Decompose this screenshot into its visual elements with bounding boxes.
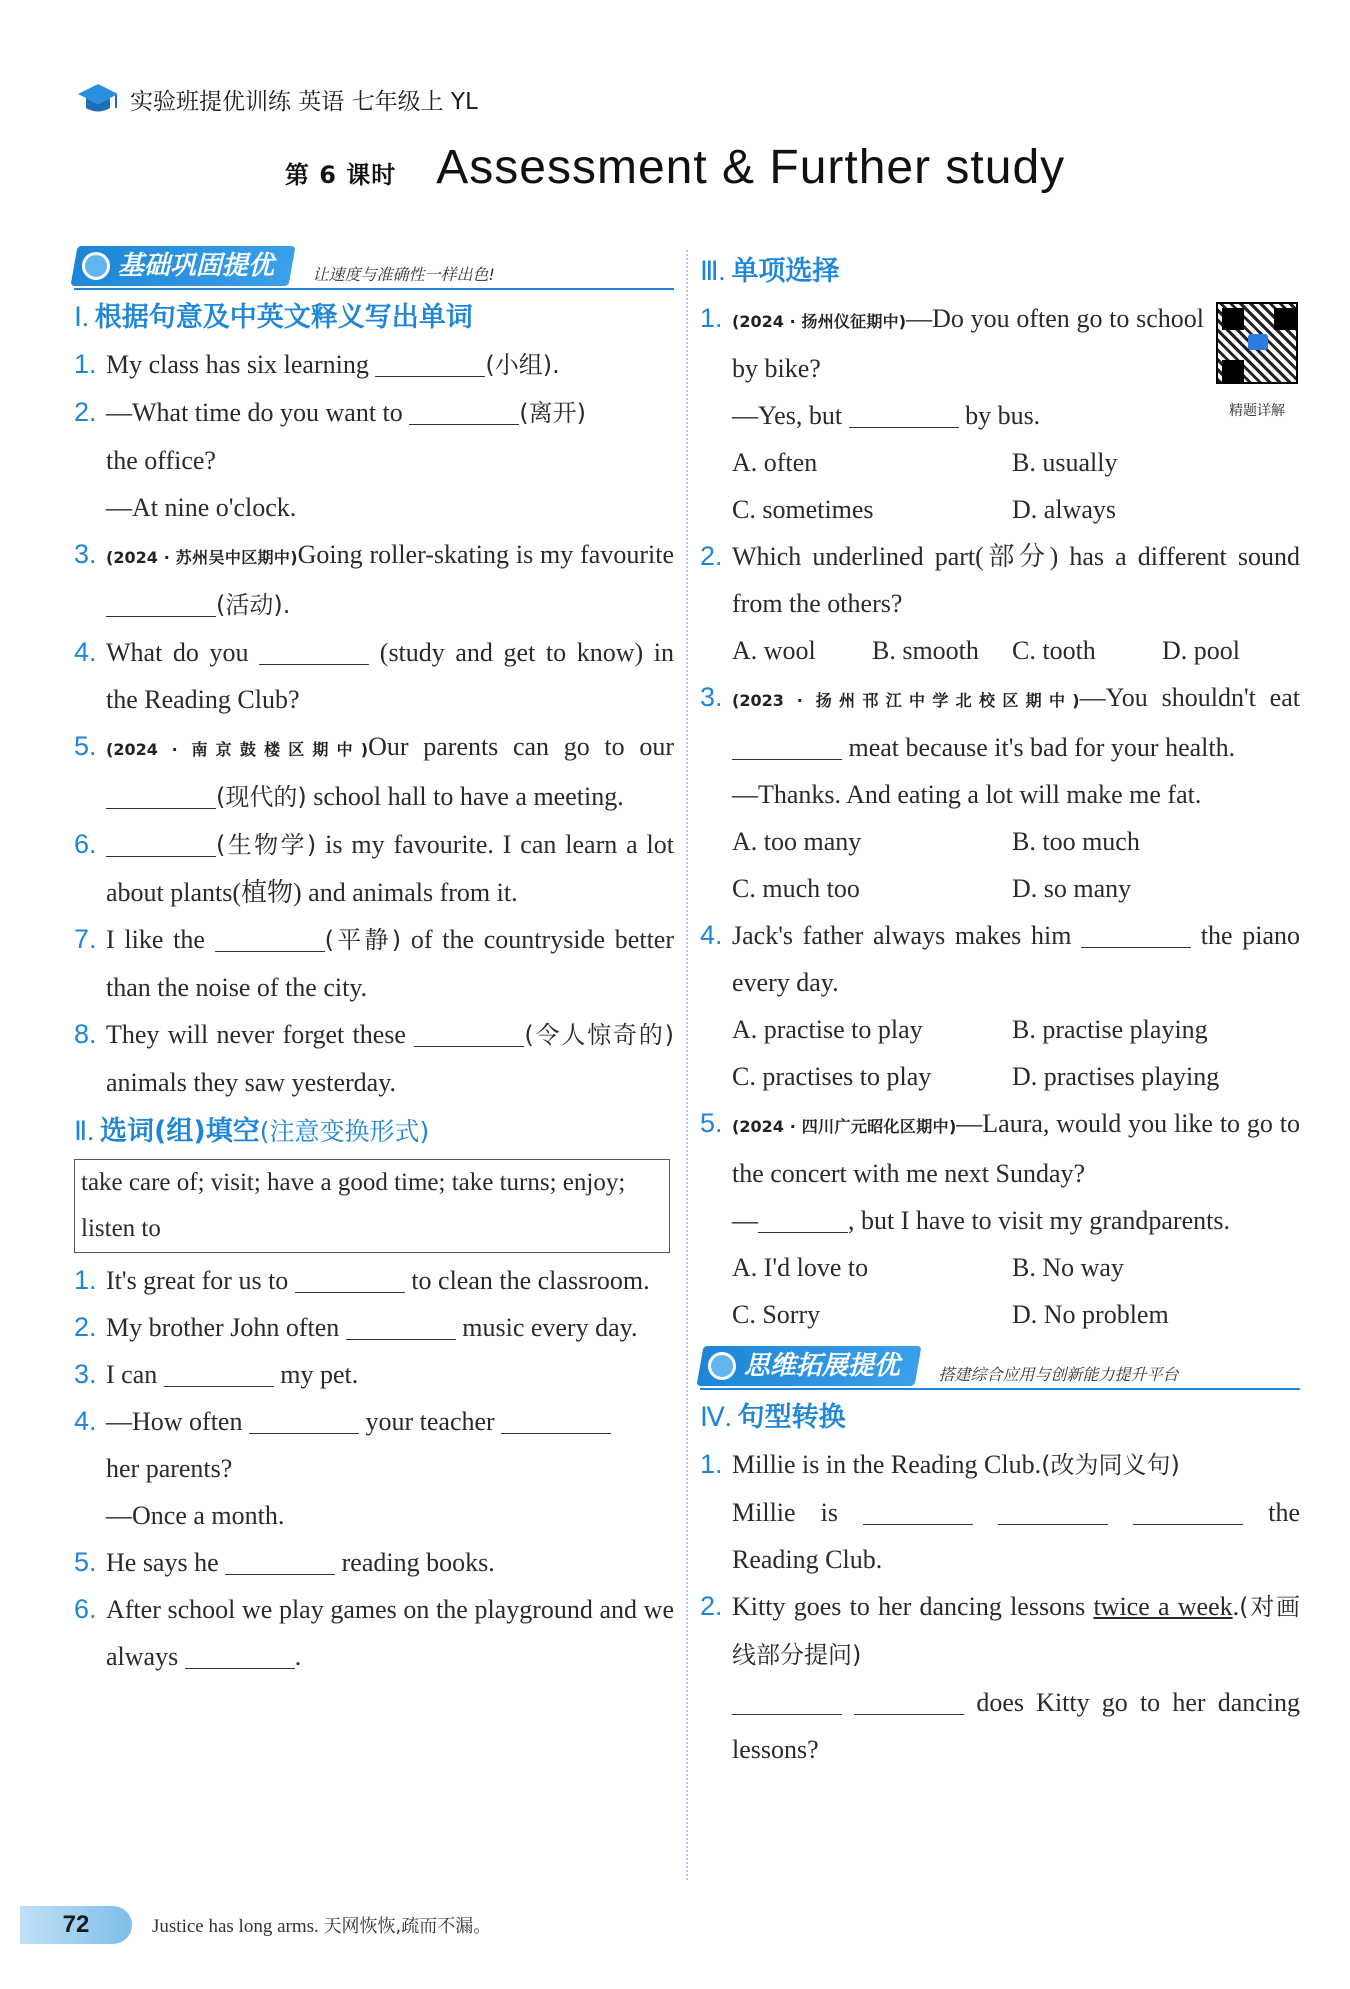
graduation-cap-icon xyxy=(76,82,120,116)
option[interactable]: D. so many xyxy=(1012,874,1132,903)
book-title: 实验班提优训练 英语 七年级上 YL xyxy=(130,88,478,115)
option[interactable]: C. tooth xyxy=(1012,636,1096,665)
answer-blank[interactable] xyxy=(215,925,325,952)
s2-q4: 4. —How often your teacher her parents? —Once a month. xyxy=(74,1398,674,1539)
answer-blank[interactable] xyxy=(414,1020,524,1047)
option[interactable]: A. practise to play xyxy=(732,1015,923,1044)
s3-q1-options xyxy=(700,439,1300,533)
option[interactable]: A. often xyxy=(732,448,818,477)
s2-q5: 5. He says he reading books. xyxy=(74,1547,495,1577)
s2-q1: 1. It's great for us to to clean the classroom. xyxy=(74,1265,650,1295)
answer-blank[interactable] xyxy=(863,1498,973,1525)
answer-blank[interactable] xyxy=(106,782,216,809)
option[interactable]: A. wool xyxy=(732,636,816,665)
basic-banner-slogan: 让速度与准确性一样出色! xyxy=(312,265,495,284)
answer-blank[interactable] xyxy=(164,1360,274,1387)
s1-q2: 2. —What time do you want to (离开) the office? —At nine o'clock. xyxy=(74,397,587,522)
answer-blank[interactable] xyxy=(185,1642,295,1669)
s2-q3: 3. I can my pet. xyxy=(74,1359,359,1389)
advanced-banner-slogan: 搭建综合应用与创新能力提升平台 xyxy=(938,1365,1179,1384)
footer-motto: Justice has long arms. 天网恢恢,疏而不漏。 xyxy=(152,1916,492,1937)
column-divider xyxy=(686,250,688,1880)
answer-blank[interactable] xyxy=(409,398,519,425)
underlined-phrase: twice a week xyxy=(1093,1592,1233,1621)
section-2-heading: Ⅱ. 选词(组)填空(注意变换形式) xyxy=(74,1116,430,1147)
option[interactable]: B. usually xyxy=(1012,448,1118,477)
s2-q2: 2. My brother John often music every day. xyxy=(74,1312,638,1342)
option[interactable]: B. too much xyxy=(1012,827,1140,856)
answer-blank[interactable] xyxy=(732,1688,842,1715)
s1-q5: 5. (2024 · 南京鼓楼区期中)Our parents can go to our (现代的) school hall to have a meeting. xyxy=(74,731,674,811)
answer-blank[interactable] xyxy=(249,1407,359,1434)
s1-q7: 7. I like the (平静) of the countryside better than the noise of the city. xyxy=(74,924,674,1002)
book-header xyxy=(76,82,478,116)
option[interactable]: C. Sorry xyxy=(732,1300,821,1329)
option[interactable]: D. pool xyxy=(1162,636,1240,665)
option[interactable]: B. No way xyxy=(1012,1253,1124,1282)
advanced-banner-tag: 思维拓展提优 xyxy=(696,1346,921,1386)
s3-q4-options xyxy=(700,1006,1300,1100)
s3-q5-options xyxy=(700,1244,1300,1338)
page-number: 72 xyxy=(20,1906,132,1944)
advanced-banner xyxy=(700,1346,1300,1390)
left-column xyxy=(74,246,674,1680)
answer-blank[interactable] xyxy=(1133,1498,1243,1525)
answer-blank[interactable] xyxy=(854,1688,964,1715)
answer-blank[interactable] xyxy=(758,1206,848,1233)
s4-q2: 2. Kitty goes to her dancing lessons twice a week.(对画线部分提问) does Kitty go to her dancing lessons? xyxy=(700,1591,1301,1764)
basic-banner xyxy=(74,246,674,290)
s3-q4: 4. Jack's father always makes him the piano every day. xyxy=(700,920,1301,997)
s3-q3: 3. (2023 · 扬州邗江中学北校区期中)—You shouldn't eat meat because it's bad for your health. —Thanks. And eating a lot will make me fat. xyxy=(700,682,1300,809)
qr-label: 精题详解 xyxy=(1229,403,1285,419)
option[interactable]: D. practises playing xyxy=(1012,1062,1220,1091)
s3-q1: 1. (2024 · 扬州仪征期中)—Do you often go to school by bike? —Yes, but by bus. xyxy=(700,303,1204,430)
s3-q2-options xyxy=(700,627,1300,674)
answer-blank[interactable] xyxy=(259,638,369,665)
right-column xyxy=(700,246,1300,1773)
answer-blank[interactable] xyxy=(732,733,842,760)
answer-blank[interactable] xyxy=(1081,921,1191,948)
option[interactable]: B. practise playing xyxy=(1012,1015,1208,1044)
banner-rule xyxy=(74,288,674,290)
atom-icon xyxy=(708,1352,736,1380)
option[interactable]: C. much too xyxy=(732,874,860,903)
page-footer xyxy=(20,1906,491,1944)
answer-blank[interactable] xyxy=(225,1548,335,1575)
s3-q2: 2. Which underlined part(部分) has a different sound from the others? xyxy=(700,541,1300,618)
lesson-number: 第 6 课时 xyxy=(284,161,397,189)
answer-blank[interactable] xyxy=(375,350,485,377)
s2-q6: 6. After school we play games on the playground and we always . xyxy=(74,1594,674,1671)
option[interactable]: C. sometimes xyxy=(732,495,874,524)
section-4-heading: Ⅳ. 句型转换 xyxy=(700,1402,846,1433)
lesson-topic: Assessment & Further study xyxy=(436,141,1066,194)
answer-blank[interactable] xyxy=(501,1407,611,1434)
target-icon xyxy=(82,252,110,280)
option[interactable]: A. too many xyxy=(732,827,862,856)
option[interactable]: B. smooth xyxy=(872,636,979,665)
answer-blank[interactable] xyxy=(346,1313,456,1340)
answer-blank[interactable] xyxy=(106,590,216,617)
answer-blank[interactable] xyxy=(106,830,216,857)
answer-blank[interactable] xyxy=(295,1266,405,1293)
page-title xyxy=(0,140,1350,195)
option[interactable]: D. No problem xyxy=(1012,1300,1169,1329)
s1-q8: 8. They will never forget these (令人惊奇的) animals they saw yesterday. xyxy=(74,1019,675,1097)
s1-q1: 1. My class has six learning (小组). xyxy=(74,349,560,379)
answer-blank[interactable] xyxy=(849,401,959,428)
banner-rule xyxy=(700,1388,1300,1390)
s1-q3: 3. (2024 · 苏州吴中区期中)Going roller-skating is my favourite (活动). xyxy=(74,539,674,619)
word-bank-box: take care of; visit; have a good time; take turns; enjoy; listen to xyxy=(74,1159,670,1253)
s3-q5: 5. (2024 · 四川广元昭化区期中)—Laura, would you like to go to the concert with me next Sunday? — , but I have to visit my grandparents. xyxy=(700,1108,1300,1235)
s3-q3-options xyxy=(700,818,1300,912)
basic-banner-tag: 基础巩固提优 xyxy=(70,246,295,286)
s1-q4: 4. What do you (study and get to know) in the Reading Club? xyxy=(74,637,675,714)
section-1-heading: Ⅰ. 根据句意及中英文释义写出单词 xyxy=(74,302,473,333)
option[interactable]: C. practises to play xyxy=(732,1062,932,1091)
option[interactable]: A. I'd love to xyxy=(732,1253,869,1282)
section-3-heading: Ⅲ. 单项选择 xyxy=(700,256,840,287)
s4-q1: 1. Millie is in the Reading Club.(改为同义句) Millie is the Reading Club. xyxy=(700,1449,1301,1574)
answer-blank[interactable] xyxy=(998,1498,1108,1525)
option[interactable]: D. always xyxy=(1012,495,1116,524)
s1-q6: 6. (生物学) is my favourite. I can learn a lot about plants(植物) and animals from it. xyxy=(74,829,674,907)
